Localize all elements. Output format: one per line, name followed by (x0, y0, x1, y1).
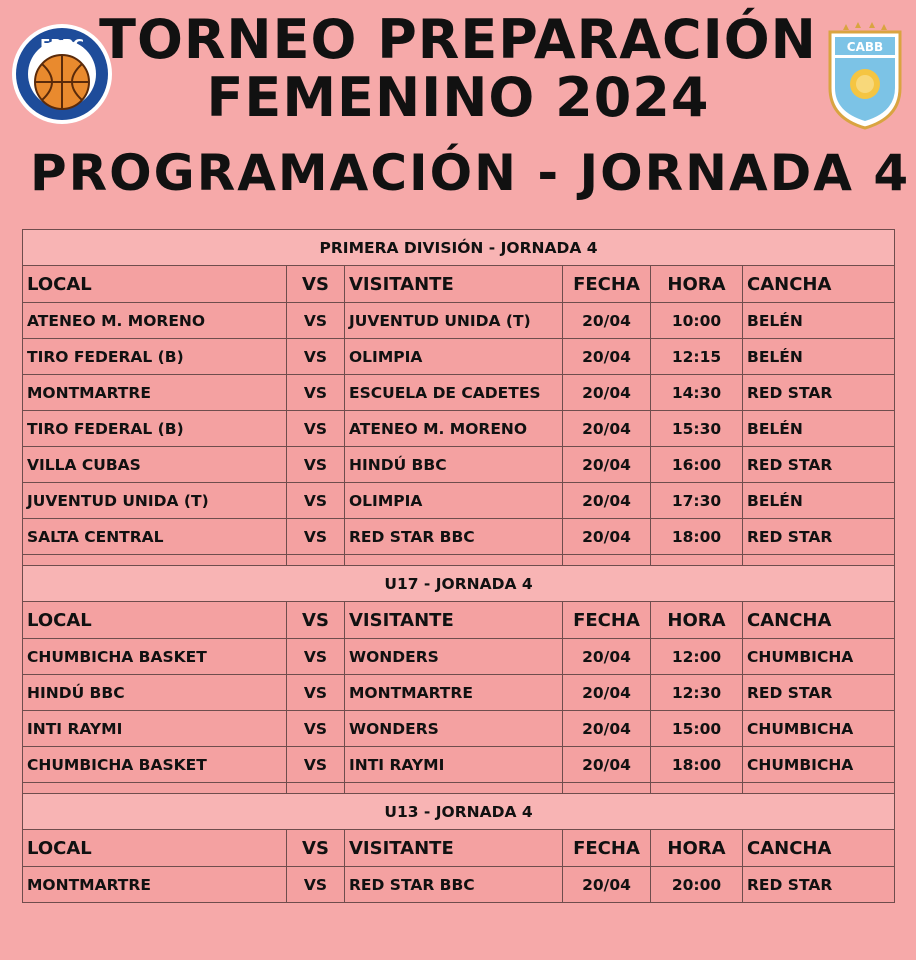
cell-vs: VS (287, 519, 345, 555)
column-header-cancha: CANCHA (743, 602, 895, 639)
cell-hora: 17:30 (651, 483, 743, 519)
section-title-row (23, 794, 895, 830)
cell-visitante: JUVENTUD UNIDA (T) (345, 303, 563, 339)
cell-visitante: WONDERS (345, 711, 563, 747)
column-header-cancha: CANCHA (743, 266, 895, 303)
column-header-cancha: CANCHA (743, 830, 895, 867)
column-header-hora: HORA (651, 830, 743, 867)
spacer-cell (23, 555, 287, 566)
svg-text:CABB: CABB (846, 40, 884, 54)
table-row (23, 483, 895, 519)
cell-fecha: 20/04 (563, 339, 651, 375)
column-header-local: LOCAL (23, 266, 287, 303)
column-header-vs: VS (287, 266, 345, 303)
column-header-local: LOCAL (23, 602, 287, 639)
cell-local: HINDÚ BBC (23, 675, 287, 711)
cell-fecha: 20/04 (563, 303, 651, 339)
spacer-row (23, 783, 895, 794)
table-row (23, 447, 895, 483)
column-header-hora: HORA (651, 266, 743, 303)
cell-fecha: 20/04 (563, 747, 651, 783)
table-row (23, 675, 895, 711)
cell-visitante: RED STAR BBC (345, 867, 563, 903)
cell-local: TIRO FEDERAL (B) (23, 339, 287, 375)
cell-hora: 20:00 (651, 867, 743, 903)
section-title: U13 - JORNADA 4 (23, 794, 895, 830)
cell-visitante: RED STAR BBC (345, 519, 563, 555)
spacer-cell (743, 783, 895, 794)
cell-local: VILLA CUBAS (23, 447, 287, 483)
column-header-visitante: VISITANTE (345, 602, 563, 639)
cell-local: ATENEO M. MORENO (23, 303, 287, 339)
table-row (23, 303, 895, 339)
spacer-cell (563, 555, 651, 566)
cell-fecha: 20/04 (563, 675, 651, 711)
cell-vs: VS (287, 675, 345, 711)
section-title-row (23, 230, 895, 266)
cell-fecha: 20/04 (563, 411, 651, 447)
schedule-table (22, 229, 895, 903)
column-header-vs: VS (287, 602, 345, 639)
section-title-row (23, 566, 895, 602)
cell-visitante: INTI RAYMI (345, 747, 563, 783)
page-title: PROGRAMACIÓN - JORNADA 4 (30, 144, 911, 202)
spacer-cell (287, 783, 345, 794)
cell-local: CHUMBICHA BASKET (23, 639, 287, 675)
spacer-cell (743, 555, 895, 566)
cell-visitante: WONDERS (345, 639, 563, 675)
column-header-fecha: FECHA (563, 602, 651, 639)
cell-hora: 18:00 (651, 747, 743, 783)
cell-fecha: 20/04 (563, 867, 651, 903)
cell-cancha: RED STAR (743, 375, 895, 411)
cell-cancha: RED STAR (743, 675, 895, 711)
cell-hora: 15:00 (651, 711, 743, 747)
cell-cancha: BELÉN (743, 411, 895, 447)
title-line-1: TORNEO PREPARACIÓN (99, 8, 817, 71)
cell-local: MONTMARTRE (23, 867, 287, 903)
cell-hora: 16:00 (651, 447, 743, 483)
spacer-cell (287, 555, 345, 566)
cell-hora: 14:30 (651, 375, 743, 411)
cell-cancha: BELÉN (743, 339, 895, 375)
cell-visitante: ESCUELA DE CADETES (345, 375, 563, 411)
cell-visitante: OLIMPIA (345, 339, 563, 375)
column-header-vs: VS (287, 830, 345, 867)
cell-local: SALTA CENTRAL (23, 519, 287, 555)
cell-cancha: RED STAR (743, 447, 895, 483)
column-header-row (23, 602, 895, 639)
table-row (23, 639, 895, 675)
cell-hora: 15:30 (651, 411, 743, 447)
cell-vs: VS (287, 747, 345, 783)
title-line-2: FEMENINO 2024 (206, 66, 710, 129)
cell-cancha: RED STAR (743, 867, 895, 903)
cell-visitante: MONTMARTRE (345, 675, 563, 711)
cell-cancha: CHUMBICHA (743, 639, 895, 675)
svg-text:FBPC: FBPC (40, 36, 84, 54)
cell-vs: VS (287, 639, 345, 675)
cell-cancha: CHUMBICHA (743, 747, 895, 783)
column-header-visitante: VISITANTE (345, 266, 563, 303)
spacer-row (23, 555, 895, 566)
cell-cancha: CHUMBICHA (743, 711, 895, 747)
cell-hora: 12:30 (651, 675, 743, 711)
cell-fecha: 20/04 (563, 447, 651, 483)
cell-cancha: BELÉN (743, 483, 895, 519)
section-title: PRIMERA DIVISIÓN - JORNADA 4 (23, 230, 895, 266)
cell-vs: VS (287, 303, 345, 339)
section-title: U17 - JORNADA 4 (23, 566, 895, 602)
column-header-fecha: FECHA (563, 830, 651, 867)
spacer-cell (345, 555, 563, 566)
cell-visitante: HINDÚ BBC (345, 447, 563, 483)
column-header-row (23, 266, 895, 303)
table-row (23, 711, 895, 747)
cell-cancha: BELÉN (743, 303, 895, 339)
spacer-cell (23, 783, 287, 794)
cell-hora: 12:15 (651, 339, 743, 375)
cell-local: MONTMARTRE (23, 375, 287, 411)
cell-local: CHUMBICHA BASKET (23, 747, 287, 783)
cell-fecha: 20/04 (563, 483, 651, 519)
table-row (23, 747, 895, 783)
table-row (23, 375, 895, 411)
cell-cancha: RED STAR (743, 519, 895, 555)
column-header-row (23, 830, 895, 867)
column-header-visitante: VISITANTE (345, 830, 563, 867)
cell-local: INTI RAYMI (23, 711, 287, 747)
column-header-local: LOCAL (23, 830, 287, 867)
table-row (23, 519, 895, 555)
cell-fecha: 20/04 (563, 639, 651, 675)
cell-hora: 10:00 (651, 303, 743, 339)
cell-visitante: ATENEO M. MORENO (345, 411, 563, 447)
table-row (23, 339, 895, 375)
column-header-hora: HORA (651, 602, 743, 639)
cell-vs: VS (287, 375, 345, 411)
spacer-cell (345, 783, 563, 794)
cell-vs: VS (287, 483, 345, 519)
cell-vs: VS (287, 411, 345, 447)
cell-local: JUVENTUD UNIDA (T) (23, 483, 287, 519)
cell-hora: 18:00 (651, 519, 743, 555)
table-row (23, 411, 895, 447)
cell-fecha: 20/04 (563, 711, 651, 747)
spacer-cell (651, 555, 743, 566)
table-row (23, 867, 895, 903)
spacer-cell (651, 783, 743, 794)
cell-hora: 12:00 (651, 639, 743, 675)
cell-vs: VS (287, 447, 345, 483)
column-header-fecha: FECHA (563, 266, 651, 303)
cell-visitante: OLIMPIA (345, 483, 563, 519)
cell-vs: VS (287, 339, 345, 375)
cell-fecha: 20/04 (563, 519, 651, 555)
cell-vs: VS (287, 711, 345, 747)
cell-local: TIRO FEDERAL (B) (23, 411, 287, 447)
spacer-cell (563, 783, 651, 794)
cell-fecha: 20/04 (563, 375, 651, 411)
cell-vs: VS (287, 867, 345, 903)
